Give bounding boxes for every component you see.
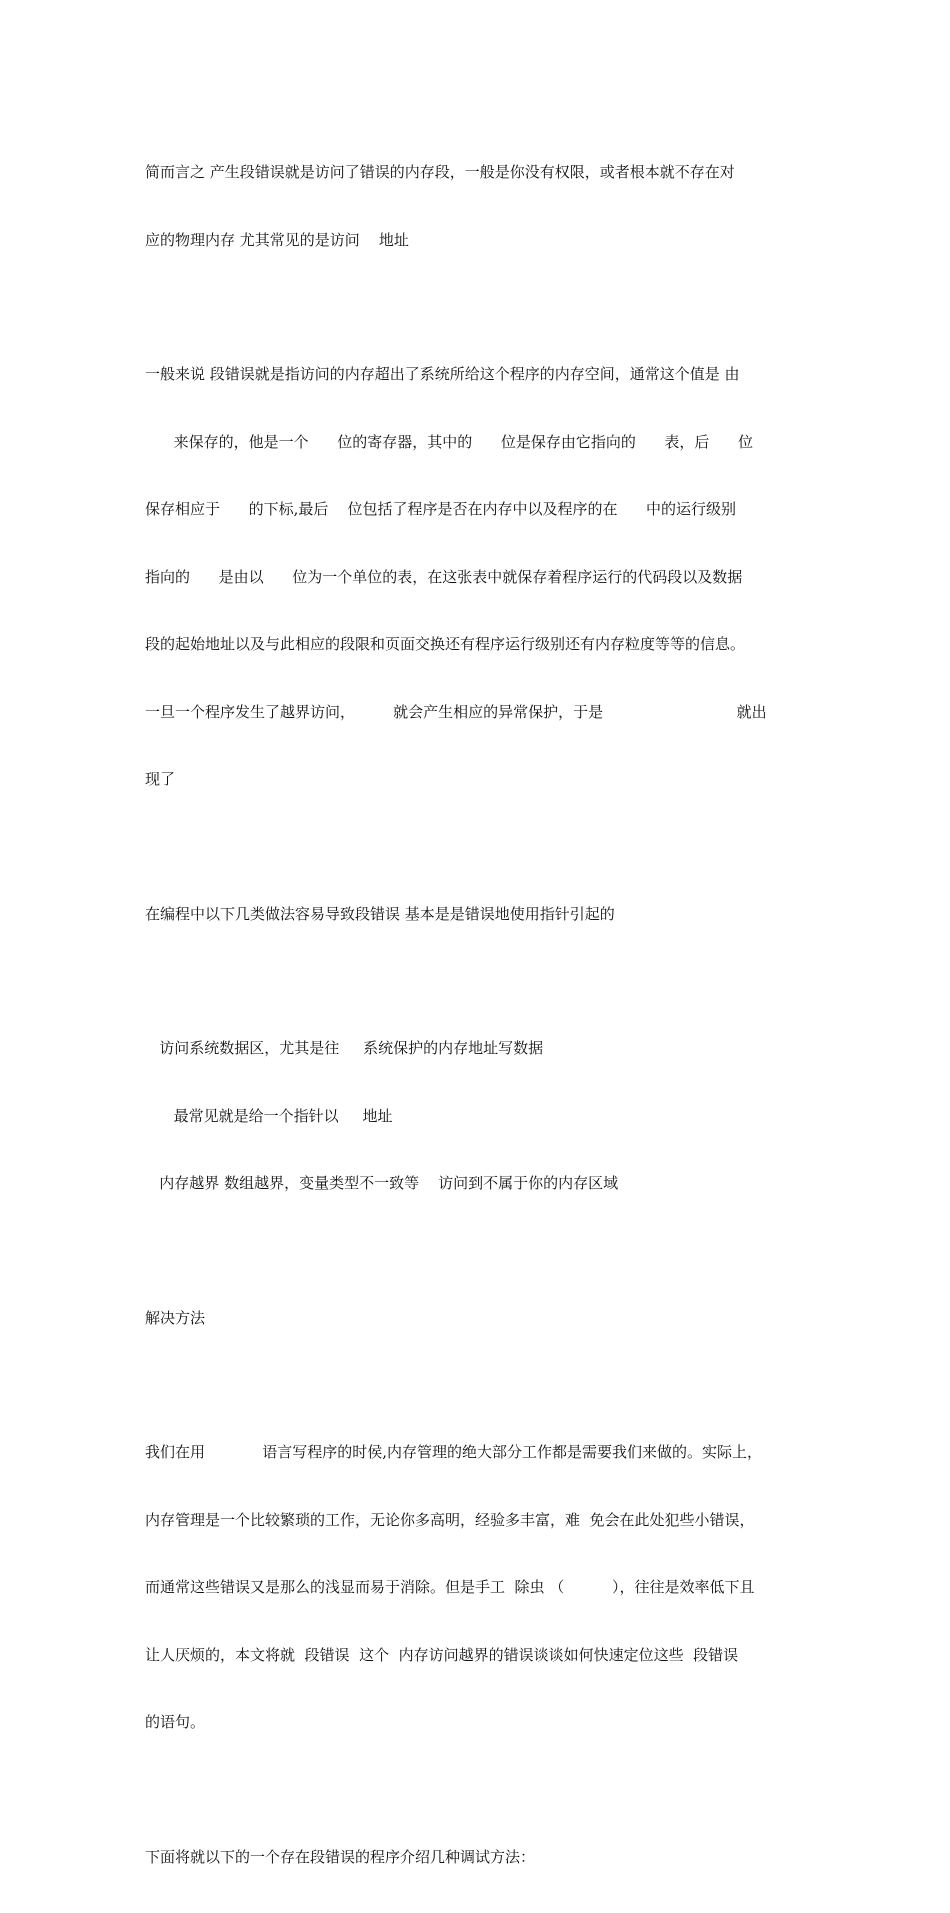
list-item: 最常见就是给一个指针以 地址 (145, 1105, 807, 1128)
paragraph-debug-methods-intro (145, 1801, 807, 1913)
paragraph-gap (145, 970, 807, 992)
text-line: 段的起始地址以及与此相应的段限和页面交换还有程序运行级别还有内存粒度等等的信息。 (145, 633, 807, 656)
text-line: 简而言之 产生段错误就是访问了错误的内存段，一般是你没有权限，或者根本就不存在对 (145, 161, 807, 184)
paragraph-segfault-summary (145, 116, 807, 296)
text-line: 应的物理内存 尤其常见的是访问 地址 (145, 229, 807, 252)
text-line: 在编程中以下几类做法容易导致段错误 基本是是错误地使用指针引起的 (145, 903, 807, 926)
paragraph-gap (145, 1240, 807, 1262)
paragraph-gap (145, 836, 807, 858)
text-line: 内存管理是一个比较繁琐的工作，无论你多高明，经验多丰富，难 免会在此处犯些小错误， (145, 1509, 807, 1532)
text-line: 一旦一个程序发生了越界访问， 就会产生相应的异常保护，于是 就出 (145, 701, 807, 724)
section-heading-solution (145, 1262, 807, 1375)
text-line: 让人厌烦的，本文将就 段错误 这个 内存访问越界的错误谈谈如何快速定位这些 段错误 (145, 1644, 807, 1667)
paragraph-common-causes-intro (145, 858, 807, 971)
list-item: 内存越界 数组越界，变量类型不一致等 访问到不属于你的内存区域 (145, 1172, 807, 1195)
paragraph-segfault-explanation (145, 318, 807, 836)
text-line: 一般来说 段错误就是指访问的内存超出了系统所给这个程序的内存空间，通常这个值是 由 (145, 363, 807, 386)
text-line: 而通常这些错误又是那么的浅显而易于消除。但是手工 除虫 （ ），往往是效率低下且 (145, 1576, 807, 1599)
document-page (145, 116, 807, 1913)
common-causes-list (145, 992, 807, 1240)
paragraph-gap (145, 1779, 807, 1801)
text-line: 的语句。 (145, 1711, 807, 1734)
list-item: 访问系统数据区，尤其是往 系统保护的内存地址写数据 (145, 1037, 807, 1060)
text-line: 来保存的，他是一个 位的寄存器，其中的 位是保存由它指向的 表，后 位 (145, 431, 807, 454)
text-line: 指向的 是由以 位为一个单位的表，在这张表中就保存着程序运行的代码段以及数据 (145, 566, 807, 589)
text-line: 现了 (145, 768, 807, 791)
paragraph-gap (145, 1374, 807, 1396)
text-line: 我们在用 语言写程序的时侯,内存管理的绝大部分工作都是需要我们来做的。实际上， (145, 1441, 807, 1464)
text-line: 保存相应于 的下标,最后 位包括了程序是否在内存中以及程序的在 中的运行级别 (145, 498, 807, 521)
paragraph-gap (145, 296, 807, 318)
paragraph-memory-management (145, 1396, 807, 1779)
text-line: 下面将就以下的一个存在段错误的程序介绍几种调试方法： (145, 1846, 807, 1869)
text-line: 解决方法 (145, 1307, 807, 1330)
